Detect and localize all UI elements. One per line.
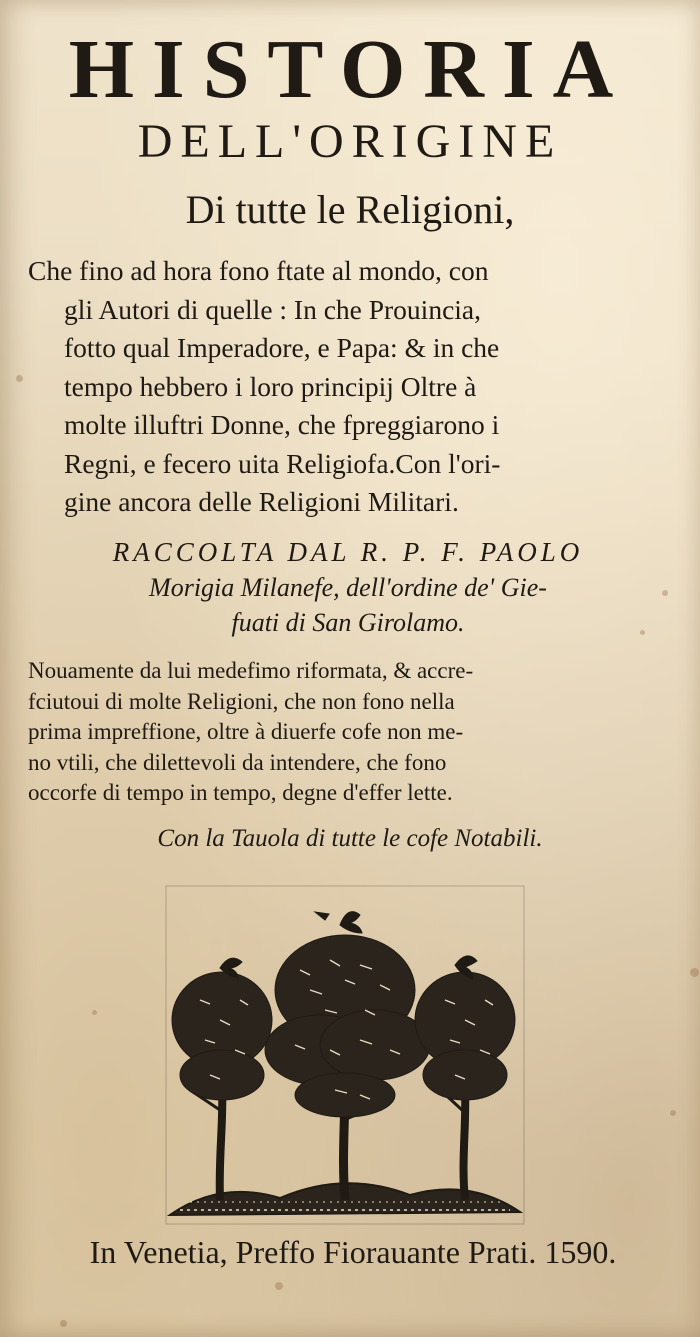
edition-line: prima impreffione, oltre à diuerfe cofe non me- xyxy=(28,719,464,744)
book-title: HISTORIA xyxy=(68,23,632,116)
imprint-line: In Venetia, Preffo Fiorauante Prati. 1590. xyxy=(89,1234,617,1270)
credit-line: RACCOLTA DAL R. P. F. PAOLO xyxy=(112,537,584,567)
description-line: gli Autori di quelle : In che Prouincia, xyxy=(64,293,481,325)
description-line: Che fino ad hora fono ftate al mondo, con xyxy=(28,255,489,286)
book-subtitle-2: Di tutte le Religioni, xyxy=(185,187,515,232)
woodcut-trees-icon xyxy=(160,880,530,1230)
foxing-spot xyxy=(60,1320,67,1327)
foxing-spot xyxy=(690,968,699,977)
description-line: gine ancora delle Religioni Militari. xyxy=(64,486,459,517)
foxing-spot xyxy=(275,1282,283,1290)
credit-line: fuati di San Girolamo. xyxy=(231,608,465,637)
description-line: fotto qual Imperadore, e Papa: & in che xyxy=(64,332,500,363)
edition-line: occorfe di tempo in tempo, degne d'effer lette. xyxy=(28,780,453,805)
book-subtitle: DELL'ORIGINE xyxy=(137,115,563,168)
description-line: tempo hebbero i loro principij Oltre à xyxy=(64,370,477,402)
description-block xyxy=(28,252,678,522)
edition-line: Nouamente da lui medefimo riformata, & accre- xyxy=(28,658,474,683)
compiler-credit xyxy=(28,535,668,640)
description-line: molte illuftri Donne, che fpreggiarono i xyxy=(64,409,500,440)
edition-note xyxy=(28,656,678,809)
edition-line: fciutoui di molte Religioni, che non fono nella xyxy=(28,688,455,714)
description-line: Regni, e fecero uita Religiofa.Con l'ori- xyxy=(64,447,501,479)
foxing-spot xyxy=(640,630,645,635)
foxing-spot xyxy=(670,1110,676,1116)
foxing-spot xyxy=(92,1010,97,1015)
credit-line: Morigia Milanefe, dell'ordine de' Gie- xyxy=(149,573,547,602)
foxing-spot xyxy=(662,590,668,596)
foxing-spot xyxy=(16,375,23,382)
index-note: Con la Tauola di tutte le cofe Notabili. xyxy=(157,825,543,852)
edition-line: no vtili, che dilettevoli da intendere, che fono xyxy=(28,749,447,775)
